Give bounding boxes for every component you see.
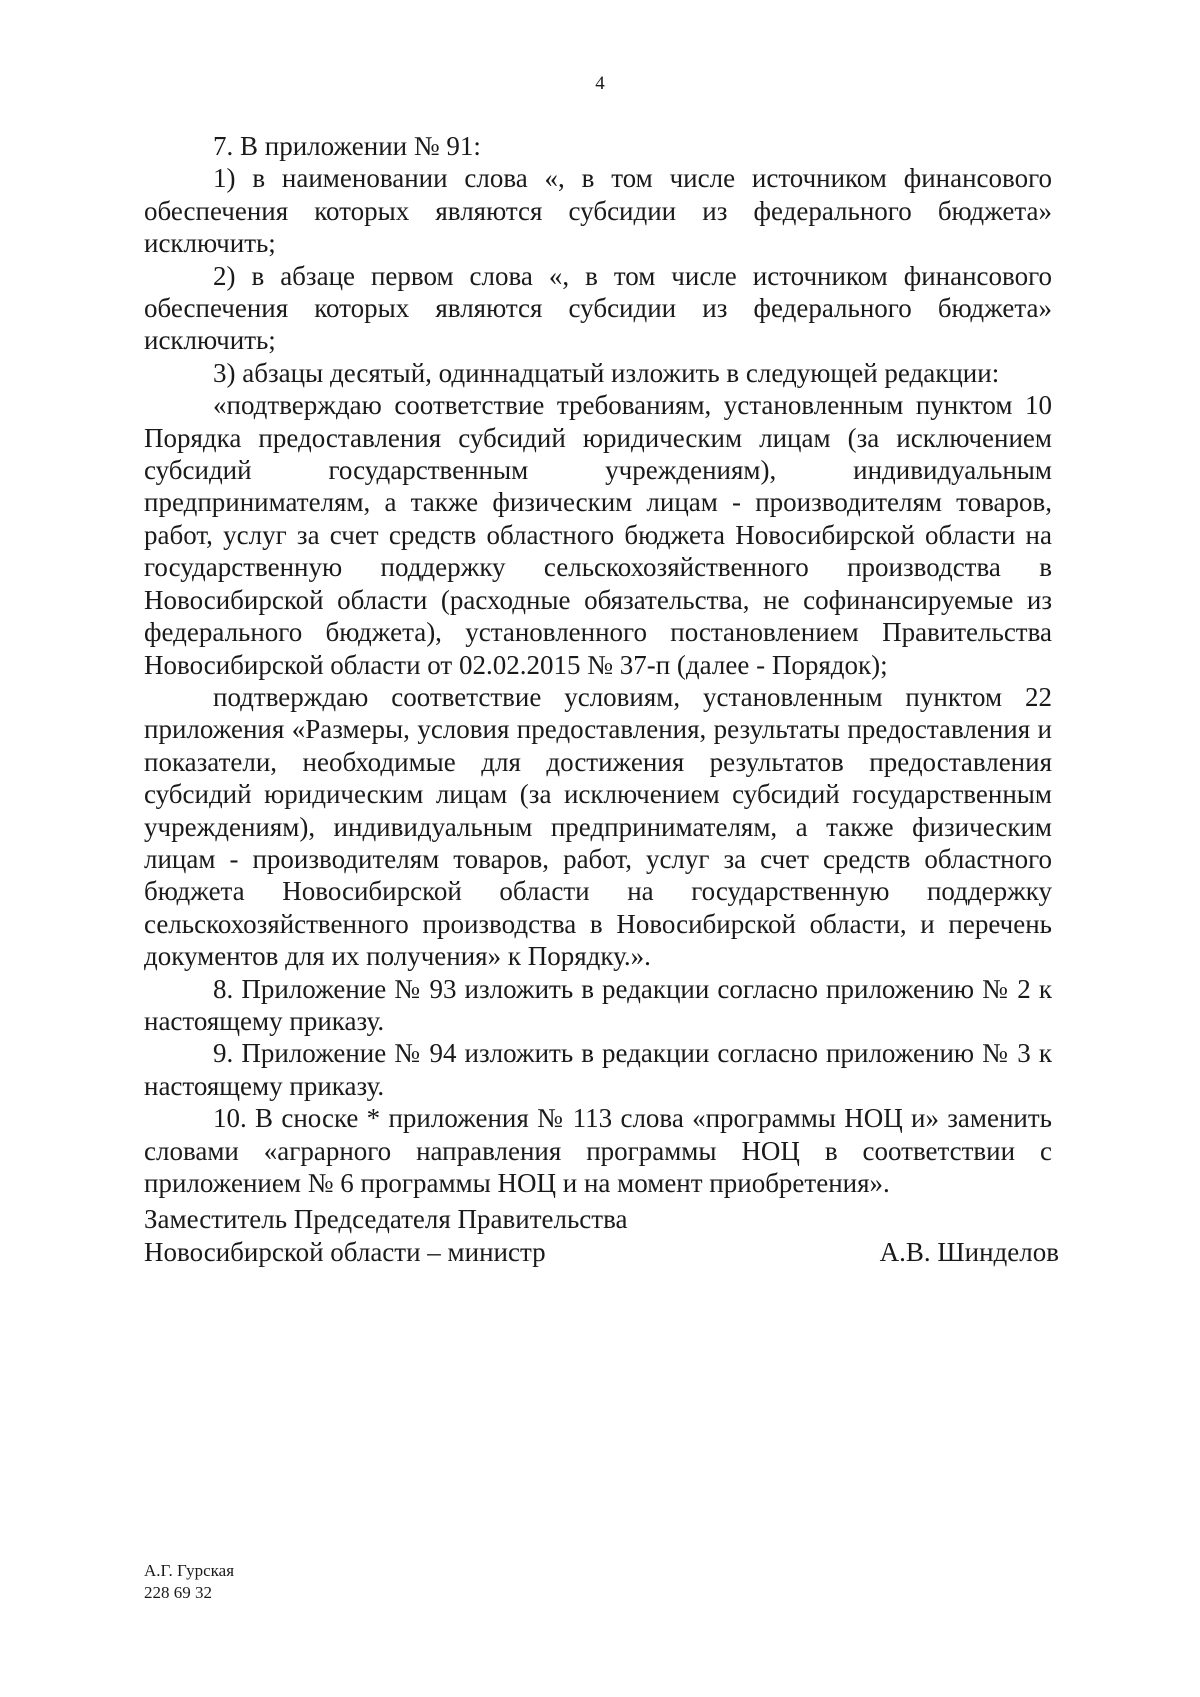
- paragraph-subitem-1: 1) в наименовании слова «, в том числе источником финансового обеспечения которых являются субсидии из федерального бюджета» исключить;: [144, 163, 1052, 259]
- signature-position-line2: [144, 1236, 1059, 1269]
- paragraph-subitem-3: 3) абзацы десятый, одиннадцатый изложить в следующей редакции:: [213, 357, 1000, 388]
- paragraph-quote-conditions: подтверждаю соответствие условиям, установленным пунктом 22 приложения «Размеры, условия предоставления, результаты предоставления и показатели, необходимые для достижения результатов предоставления субсидий юридическим лицам (за исключением субсидий государственным учреждениям), индивидуальным предпринимателям, а также физическим лицам - производителям товаров, работ, услуг за счет средств областного бюджета Новосибирской области на государственную поддержку сельскохозяйственного производства в Новосибирской области, и перечень документов для их получения» к Порядку.».: [144, 681, 1052, 972]
- signatory-name: А.В. Шинделов: [879, 1237, 1059, 1267]
- signature-position-line1: [144, 1203, 1059, 1236]
- signature-block: [144, 1203, 1059, 1269]
- paragraph-subitem-2: 2) в абзаце первом слова «, в том числе источником финансового обеспечения которых являются субсидии из федерального бюджета» исключить;: [144, 260, 1052, 356]
- paragraph-quote-requirements: «подтверждаю соответствие требованиям, установленным пунктом 10 Порядка предоставления субсидий юридическим лицам (за исключением субсидий государственным учреждениям), индивидуальным предпринимателям, а также физическим лицам - производителям товаров, работ, услуг за счет средств областного бюджета Новосибирской области на государственную поддержку сельскохозяйственного производства в Новосибирской области (расходные обязательства, не софинансируемые из федерального бюджета), установленного постановлением Правительства Новосибирской области от 02.02.2015 № 37-п (далее - Порядок);: [144, 390, 1052, 680]
- paragraph-item-9: 9. Приложение № 94 изложить в редакции согласно приложению № 3 к настоящему приказу.: [144, 1038, 1052, 1101]
- page-number: 4: [595, 73, 605, 94]
- signatory-position-2: Новосибирской области – министр: [144, 1237, 546, 1267]
- paragraph-item-10: 10. В сноске * приложения № 113 слова «программы НОЦ и» заменить словами «аграрного направления программы НОЦ в соответствии с приложением № 6 программы НОЦ и на момент приобретения».: [144, 1103, 1052, 1198]
- paragraph-item-8: 8. Приложение № 93 изложить в редакции согласно приложению № 2 к настоящему приказу.: [144, 973, 1052, 1036]
- document-body: [144, 130, 1052, 1199]
- executor-block: [144, 1560, 234, 1604]
- executor-name: А.Г. Гурская: [144, 1561, 235, 1580]
- signatory-position-1: Заместитель Председателя Правительства: [144, 1204, 628, 1234]
- executor-phone: 228 69 32: [144, 1583, 212, 1602]
- paragraph-item-7: 7. В приложении № 91:: [213, 131, 481, 161]
